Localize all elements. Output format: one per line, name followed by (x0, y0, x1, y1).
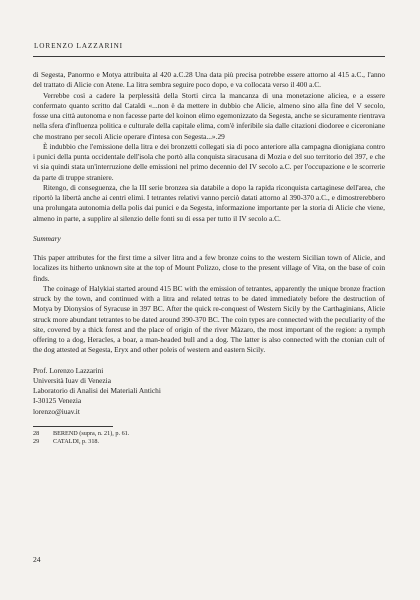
footnote-text: CATALDI, p. 318. (53, 438, 100, 446)
running-head: LORENZO LAZZARINI (34, 42, 123, 50)
footnote-rule (33, 426, 113, 427)
paragraph: Verrebbe così a cadere la perplessità della Storti circa la mancanza di una monetazione aliciea, e a essere confermato quanto scritto dal Cataldi «...non è da mettere in dubbio che Alicie, almeno sino alla fine del V secolo, fosse una città autonoma e non facesse parte del koinon elimo egemonizzato da Segesta, anche se sicuramente rientrava nella sfera d'influenza politica e culturale della capitale elima, com'è inferibile sia dalle citazioni diodoree e ciceroniane che mostrano per secoli Alicie operare d'intesa con Segesta...».29 (33, 90, 385, 141)
summary-paragraph: The coinage of Halykiai started around 415 BC with the emission of tetrantes, apparently the unique bronze fraction struck by the town, and continued with a litra and related tetras to be dated immediately before the destruction of Motya by Dionysios of Syracuse in 397 BC. After the quick re-conquest of Western Sicily by the Carthaginians, Alicie struck more abundant tetrantes to be dated around 390-370 BC. The coin types are connected with the peculiarity of the site, covered by a thick forest and the place of origin of the river Màzaro, the most important of the region: a nymph offering to a dog, Heracles, a boar, a man-headed bull and a dog. The latter is also connected with the ctonian cult of the dog attested at Segesta, Eryx and other poleis of western and eastern Sicily. (33, 283, 385, 355)
author-address (33, 366, 385, 417)
summary-paragraph: This paper attributes for the first time a silver litra and a few bronze coins to the western Sicilian town of Alicie, and localizes its hitherto unknown site at the top of Mount Polizzo, close to the present village of Vita, on the base of coin finds. (33, 253, 385, 283)
body-text (33, 70, 385, 447)
paragraph: È indubbio che l'emissione della litra e dei bronzetti collegati sia di poco anteriore alla campagna dionigiana contro i punici della punta occidentale dell'isola che portò alla conquista siracusana di Mozia e del suo territorio del 397, e che vi sia quindi stata un'interruzione delle emissioni nel primo decennio del IV secolo a.C. per l'occupazione e le scorrerie da parte di truppe straniere. (33, 141, 385, 182)
address-line: I-30125 Venezia (33, 396, 82, 406)
address-line: Università Iuav di Venezia (33, 375, 111, 385)
email-link[interactable]: lorenzo@iuav.it (33, 406, 80, 416)
footnote (33, 438, 385, 447)
footnote-number: 29 (33, 438, 40, 446)
address-line: Prof. Lorenzo Lazzarini (33, 365, 104, 375)
paragraph: di Segesta, Panormo e Motya attribuita al 420 a.C.28 Una data più precisa potrebbe essere attorno al 415 a.C., l'anno del trattato di Alicie con Atene. La litra sembra seguire poco dopo, e va collocata verso il 400 a.C. (33, 70, 385, 90)
footnote (33, 430, 385, 439)
header-rule (33, 56, 385, 57)
page-number: 24 (33, 555, 41, 564)
paragraph: Ritengo, di conseguenza, che la III serie bronzea sia databile a dopo la rapida riconquista cartaginese dell'area, che riportò la libertà anche ai centri elimi. I tetrantes relativi vanno perciò datati attorno al 390-370 a.C., e dimostrerebbero una prolungata autonomia della polis dai punici e da Segesta, informazione importante per la storia di Alicie che viene, almeno in parte, a supplire al silenzio delle fonti su di essa per tutto il IV secolo a.C. (33, 182, 385, 223)
summary-heading: Summary (33, 233, 61, 243)
footnote-text: BEREND (supra, n. 21), p. 61. (53, 429, 130, 437)
footnote-number: 28 (33, 429, 40, 437)
address-line: Laboratorio di Analisi dei Materiali Antichi (33, 386, 161, 395)
spacer (33, 356, 385, 366)
